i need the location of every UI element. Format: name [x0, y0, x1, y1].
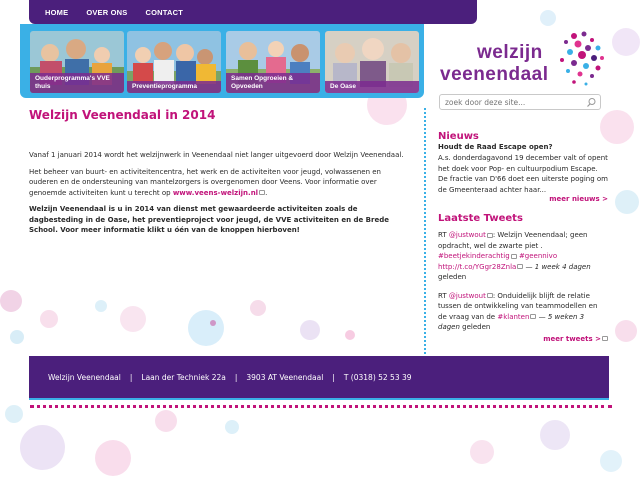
main-content: [29, 108, 404, 242]
nav-over-ons-link[interactable]: OVER ONS: [86, 7, 128, 17]
tweet-time: 1 week 4 dagen: [534, 262, 591, 271]
logo-line-2: veenendaal: [440, 64, 549, 85]
footer-address: Laan der Techniek 22a: [141, 372, 226, 382]
intro-paragraph: Vanaf 1 januari 2014 wordt het welzijnwerk in Veenendaal niet langer uitgevoerd door Welzijn Veenendaal.: [29, 151, 404, 159]
footer-dotted-divider: [30, 405, 612, 408]
news-item-title[interactable]: Houdt de Raad Escape open?: [438, 143, 553, 151]
tile-label: Ouderprogramma's VVE thuis: [30, 73, 124, 93]
footer-divider: |: [332, 372, 335, 382]
more-tweets-label: meer tweets >: [543, 334, 601, 343]
tile-samen-opgroeien[interactable]: [226, 31, 320, 93]
dots-logo-icon: [544, 30, 610, 92]
footer-org-name: Welzijn Veenendaal: [48, 372, 121, 382]
tweet-hashtag-link[interactable]: #klanten: [497, 312, 530, 321]
tweets-section: [438, 213, 608, 343]
footer-divider: |: [129, 372, 133, 382]
veens-paragraph-text: Het beheer van buurt- en activiteitencentra, het werk en de activiteiten voor jeugd, volwassenen en ouderen en de ondersteuning van mantelzorgers is overgenomen door Veens. Voor informatie over genoemde activiteiten kunt u terecht op: [29, 167, 381, 197]
footer-phone: T (0318) 52 53 39: [343, 372, 412, 382]
external-link-icon: [602, 336, 608, 341]
search-box: [439, 94, 601, 110]
tweet-time-suffix: geleden: [438, 273, 467, 281]
news-section: [438, 131, 608, 203]
more-tweets-link[interactable]: [438, 335, 608, 343]
site-footer: [29, 356, 609, 398]
news-item-text: A.s. donderdagavond 19 december valt of opent het doek voor Pop- en cultuurpodium Escape. De fractie van D'66 doet een uiterste poging om de Gmeenteraad achter haar...: [438, 154, 608, 194]
external-link-icon: [517, 264, 523, 269]
external-link-icon: [511, 254, 517, 259]
top-navigation: [29, 0, 477, 24]
tweet-url-link[interactable]: http://t.co/YGgr28Znla: [438, 262, 517, 271]
search-icon[interactable]: [586, 97, 597, 108]
external-link-icon: [530, 314, 536, 319]
tweet-time-suffix: geleden: [462, 323, 491, 331]
tweet-text: : Welzijn Veenendaal; geen opdracht, wel de zwarte piet .: [438, 231, 588, 250]
news-heading: Nieuws: [438, 131, 479, 142]
tweet-prefix: RT: [438, 291, 447, 300]
tweet-text: : Onduidelijk blijft de relatie tussen de ontwikkeling van teammodellen en de vraag van de: [438, 291, 598, 321]
nav-home-link[interactable]: HOME: [45, 7, 69, 17]
tile-label: Samen Opgroeien & Opvoeden: [226, 73, 320, 93]
tweet-time: 5 weken 3 dagen: [438, 312, 585, 331]
tweet-user-link[interactable]: @justwout: [448, 231, 486, 239]
veens-welzijn-link[interactable]: www.veens-welzijn.nl: [172, 188, 259, 197]
logo-line-1: welzijn: [477, 42, 543, 63]
tile-preventieprogramma[interactable]: [127, 31, 221, 93]
tile-label: De Oase: [325, 81, 419, 93]
tweet-user-link[interactable]: @justwout: [448, 291, 486, 300]
tweet-hashtag-link[interactable]: #beetjekinderachtig: [438, 252, 510, 260]
services-paragraph: Welzijn Veenendaal is u in 2014 van dienst met gewaardeerde activiteiten zoals de dagbesteding in de Oase, het preventieproject voor jeugd, de VVE activiteiten en de Brede School. Voor meer informatie klikt u óén van de knoppen hierboven!: [29, 205, 389, 234]
tweet-prefix: RT: [438, 231, 447, 239]
footer-underline: [29, 398, 609, 400]
column-divider: [424, 108, 426, 354]
tweet-item: RT @justwout : Onduidelijk blijft de relatie tussen de ontwikkeling van teammodellen en de vraag van de #klanten — 5 weken 3 dagen geleden: [438, 291, 598, 331]
veens-paragraph-end: .: [265, 188, 268, 197]
site-logo[interactable]: [440, 30, 610, 92]
search-input[interactable]: [445, 98, 585, 107]
more-news-link[interactable]: meer nieuws >: [549, 195, 608, 203]
tile-ouderprogrammas[interactable]: [30, 31, 124, 93]
veens-paragraph: [29, 167, 404, 199]
footer-city: 3903 AT Veenendaal: [246, 372, 324, 382]
page-title: Welzijn Veenendaal in 2014: [29, 108, 216, 122]
tile-label: Preventieprogramma: [127, 81, 221, 93]
tweet-item: RT @justwout : Welzijn Veenendaal; geen opdracht, wel de zwarte piet . #beetjekinderachtig #geennivo http://t.co/YGgr28Znla — 1 week 4 dagen geleden: [438, 231, 591, 281]
tile-de-oase[interactable]: [325, 31, 419, 93]
footer-divider: |: [234, 372, 238, 382]
tweet-hashtag-link[interactable]: #geennivo: [518, 252, 558, 260]
nav-contact-link[interactable]: CONTACT: [145, 7, 184, 17]
tweets-heading: Laatste Tweets: [438, 213, 523, 224]
